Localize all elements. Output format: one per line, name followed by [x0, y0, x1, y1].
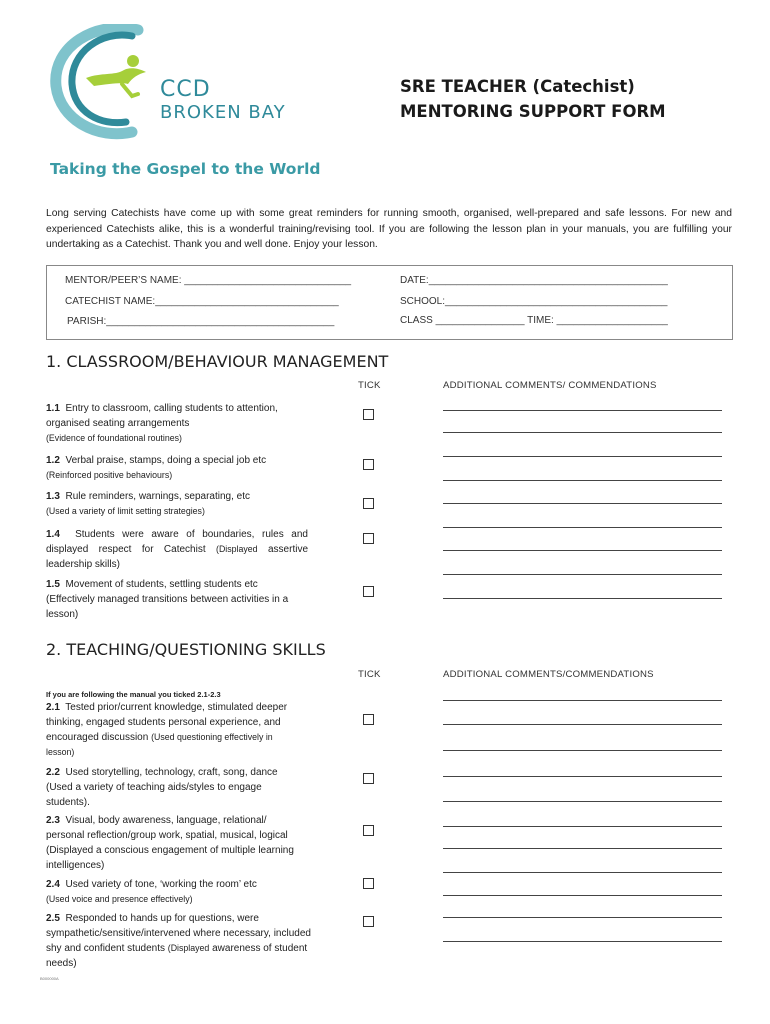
comment-line[interactable]: [443, 872, 722, 873]
item-text: Used storytelling, technology, craft, song, dance (Used a variety of teaching aids/styles to engage students).: [46, 767, 278, 808]
section2-item-5: [46, 911, 326, 971]
details-box: [46, 265, 733, 340]
item-number: 1.2: [46, 455, 60, 466]
comment-line[interactable]: [443, 480, 722, 481]
checkbox-1-1[interactable]: [363, 409, 374, 420]
checkbox-2-1[interactable]: [363, 714, 374, 725]
item-number: 1.4: [46, 529, 60, 540]
intro-paragraph: Long serving Catechists have come up with some great reminders for running smooth, organised, well-prepared and safe lessons. For new and experienced Catechists alike, this is a wonderful training/revising tool. If you are following the lesson plan in your manuals, you are fulfilling your undertaking as a Catechist. Thank you and well done. Enjoy your lesson.: [46, 208, 732, 251]
comment-line[interactable]: [443, 917, 722, 918]
section1-comments-header: ADDITIONAL COMMENTS/ COMMENDATIONS: [443, 380, 657, 391]
logo-text-broken-bay: BROKEN BAY: [160, 102, 286, 123]
section1-heading: 1. CLASSROOM/BEHAVIOUR MANAGEMENT: [46, 352, 389, 371]
item-number: 2.3: [46, 815, 60, 826]
section2-item-2: [46, 765, 306, 810]
comment-line[interactable]: [443, 801, 722, 802]
school-field[interactable]: SCHOOL:________________________________________: [400, 296, 668, 307]
item-subtext: (Used a variety of limit setting strategies): [46, 506, 205, 516]
item-text: Responded to hands up for questions, were sympathetic/sensitive/intervened where necessary, included shy and confident students: [46, 913, 311, 954]
section1-item-3: [46, 489, 306, 519]
comment-line[interactable]: [443, 598, 722, 599]
item-subtext: (Reinforced positive behaviours): [46, 470, 173, 480]
section2-comments-header: ADDITIONAL COMMENTS/COMMENDATIONS: [443, 669, 654, 680]
checkbox-1-2[interactable]: [363, 459, 374, 470]
item-number: 1.1: [46, 403, 60, 414]
catechist-name-field[interactable]: CATECHIST NAME:_________________________________: [65, 296, 339, 307]
item-number: 2.5: [46, 913, 60, 924]
comment-line[interactable]: [443, 826, 722, 827]
item-text-continued: assertive leadership skills): [46, 544, 308, 570]
item-subtext: (Used voice and presence effectively): [46, 894, 193, 904]
item-text: Entry to classroom, calling students to attention, organised seating arrangements: [46, 403, 278, 429]
section2-item-1: [46, 700, 296, 760]
logo-text-ccd: CCD: [160, 77, 211, 102]
footer-code: B000000A: [40, 976, 59, 981]
item-number: 2.2: [46, 767, 60, 778]
section2-tick-header: TICK: [358, 669, 381, 680]
section1-item-4: [46, 527, 308, 572]
section1-item-2: [46, 453, 296, 483]
item-subtext: (Used questioning effectively in lesson): [46, 732, 273, 757]
item-number: 1.5: [46, 579, 60, 590]
item-subtext: (Displayed: [167, 943, 210, 953]
section2-heading: 2. TEACHING/QUESTIONING SKILLS: [46, 640, 326, 659]
item-text: Students were aware of boundaries, rules and displayed respect for Catechist: [46, 529, 308, 555]
class-time-field[interactable]: CLASS ________________ TIME: ____________________: [400, 315, 668, 326]
item-number: 2.1: [46, 702, 60, 713]
item-number: 2.4: [46, 879, 60, 890]
item-number: 1.3: [46, 491, 60, 502]
form-title: [400, 74, 666, 124]
form-title-line2: MENTORING SUPPORT FORM: [400, 102, 666, 121]
comment-line[interactable]: [443, 700, 722, 701]
checkbox-1-5[interactable]: [363, 586, 374, 597]
item-subtext: (Evidence of foundational routines): [46, 433, 182, 443]
parish-field[interactable]: PARISH:_________________________________________: [67, 316, 335, 327]
ccd-logo-icon: [46, 24, 161, 144]
item-text: Rule reminders, warnings, separating, etc: [65, 491, 250, 502]
comment-line[interactable]: [443, 776, 722, 777]
checkbox-1-3[interactable]: [363, 498, 374, 509]
checkbox-2-4[interactable]: [363, 878, 374, 889]
comment-line[interactable]: [443, 895, 722, 896]
item-text: Visual, body awareness, language, relational/ personal reflection/group work, spatial, musical, logical (Displayed a conscious engagement of multiple learning intelligences): [46, 815, 294, 871]
comment-line[interactable]: [443, 550, 722, 551]
section2-item-4: [46, 877, 336, 907]
comment-line[interactable]: [443, 432, 722, 433]
item-subtext: (Displayed: [216, 544, 258, 554]
tagline: Taking the Gospel to the World: [50, 160, 321, 178]
section1-item-1: [46, 401, 286, 446]
item-text: Tested prior/current knowledge, stimulated deeper thinking, engaged students personal experience, and encouraged discussion: [46, 702, 288, 743]
date-field[interactable]: DATE:___________________________________________: [400, 275, 668, 286]
item-text-continued: awareness of student needs): [46, 943, 308, 969]
checkbox-2-5[interactable]: [363, 916, 374, 927]
item-text-continued: (Effectively managed transitions between activities in a lesson): [46, 594, 289, 620]
checkbox-2-3[interactable]: [363, 825, 374, 836]
comment-line[interactable]: [443, 941, 722, 942]
section1-tick-header: TICK: [358, 380, 381, 391]
section1-item-5: [46, 577, 318, 622]
comment-line[interactable]: [443, 848, 722, 849]
section2-item-3: [46, 813, 296, 873]
form-title-line1: SRE TEACHER (Catechist): [400, 77, 635, 96]
comment-line[interactable]: [443, 750, 722, 751]
mentor-name-field[interactable]: MENTOR/PEER’S NAME: ______________________________: [65, 275, 352, 286]
item-text: Verbal praise, stamps, doing a special job etc: [65, 455, 267, 466]
comment-line[interactable]: [443, 503, 722, 504]
comment-line[interactable]: [443, 574, 722, 575]
manual-note: If you are following the manual you ticked 2.1-2.3: [46, 690, 221, 699]
comment-line[interactable]: [443, 724, 722, 725]
item-text: Movement of students, settling students etc: [65, 579, 258, 590]
item-text: Used variety of tone, ‘working the room’ etc: [65, 879, 257, 890]
comment-line[interactable]: [443, 410, 722, 411]
checkbox-1-4[interactable]: [363, 533, 374, 544]
comment-line[interactable]: [443, 456, 722, 457]
comment-line[interactable]: [443, 527, 722, 528]
checkbox-2-2[interactable]: [363, 773, 374, 784]
